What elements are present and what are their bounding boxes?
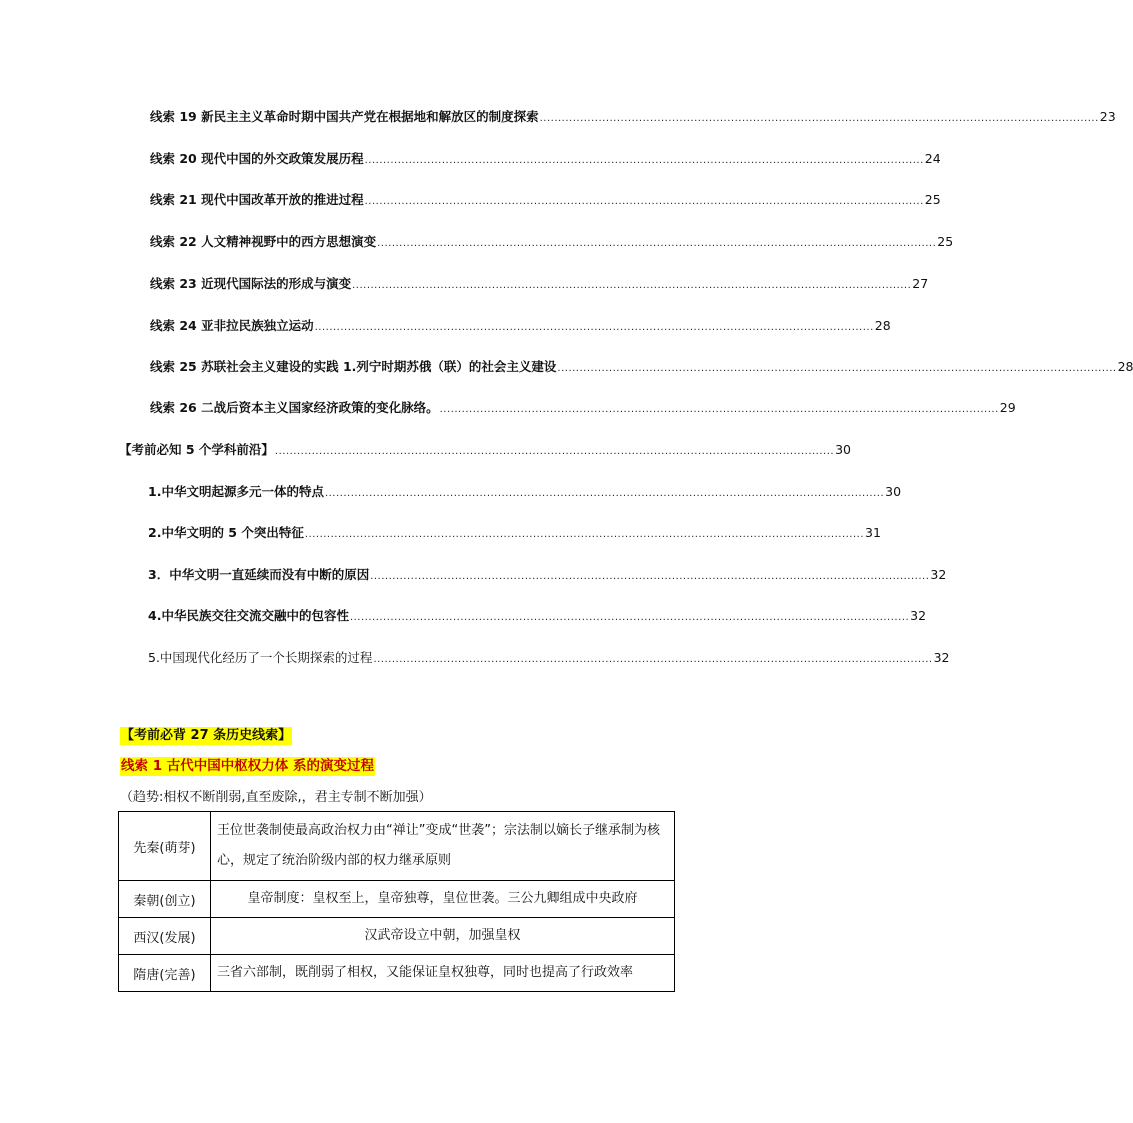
toc-page-number: 32	[933, 650, 950, 665]
toc-entry-label: 1.中华文明起源多元一体的特点	[148, 484, 324, 499]
toc-entry-label: 线索 20 现代中国的外交政策发展历程	[150, 151, 364, 166]
toc-page-number: 31	[865, 525, 881, 540]
toc-page-number: 24	[924, 151, 941, 166]
period-cell: 西汉(发展)	[119, 918, 211, 955]
toc-leader-dots: ........................................................................................................................................................	[373, 654, 933, 665]
toc-entry-frontier-2[interactable]	[148, 523, 881, 543]
toc-leader-dots: ........................................................................................................................................................	[324, 488, 885, 499]
toc-leader-dots: ........................................................................................................................................................	[439, 404, 999, 415]
toc-entry-frontier-3[interactable]	[148, 565, 947, 585]
toc-entry-24[interactable]	[150, 316, 891, 336]
toc-entry-frontier-1[interactable]	[148, 482, 902, 502]
toc-entry-23[interactable]	[150, 274, 929, 294]
table-row	[119, 955, 675, 992]
toc-leader-dots: ........................................................................................................................................................	[304, 529, 865, 540]
toc-entry-label: 5.中国现代化经历了一个长期探索的过程	[148, 650, 373, 665]
content-cell: 汉武帝设立中朝，加强皇权	[211, 918, 675, 955]
toc-leader-dots: ........................................................................................................................................................	[370, 571, 930, 582]
table-row	[119, 812, 675, 881]
toc-leader-dots: ........................................................................................................................................................	[377, 238, 937, 249]
toc-entry-26[interactable]	[150, 398, 1016, 418]
toc-entry-25[interactable]	[150, 357, 1133, 377]
toc-entry-22[interactable]	[150, 232, 954, 252]
toc-entry-label: 【考前必知 5 个学科前沿】	[119, 442, 274, 457]
trend-note: （趋势:相权不断削弱,直至废除,，君主专制不断加强）	[120, 790, 432, 805]
table-row	[119, 881, 675, 918]
toc-page-number: 29	[999, 400, 1016, 415]
toc-leader-dots: ........................................................................................................................................................	[349, 612, 910, 623]
toc-page-number: 30	[835, 442, 851, 457]
toc-entry-frontier-4[interactable]	[148, 606, 927, 626]
toc-page-number: 25	[937, 234, 954, 249]
toc-leader-dots: ........................................................................................................................................................	[364, 155, 924, 166]
section-heading: 【考前必背 27 条历史线索】	[121, 728, 292, 743]
toc-leader-dots: ........................................................................................................................................................	[352, 280, 912, 291]
toc-entry-20[interactable]	[150, 149, 941, 169]
toc-leader-dots: ........................................................................................................................................................	[364, 196, 924, 207]
toc-entry-label: 线索 24 亚非拉民族独立运动	[150, 318, 314, 333]
toc-page-number: 32	[930, 567, 947, 582]
toc-leader-dots: ........................................................................................................................................................	[539, 113, 1099, 124]
toc-entry-label: 线索 22 人文精神视野中的西方思想演变	[150, 234, 377, 249]
toc-page-number: 32	[910, 608, 927, 623]
toc-page-number: 25	[924, 192, 941, 207]
toc-entry-label: 线索 25 苏联社会主义建设的实践 1.列宁时期苏俄（联）的社会主义建设	[150, 359, 557, 374]
power-system-table	[118, 811, 675, 992]
toc-entry-frontiers[interactable]	[119, 440, 851, 460]
toc-entry-label: 3．中华文明一直延续而没有中断的原因	[148, 567, 370, 582]
toc-page-number: 27	[912, 276, 929, 291]
period-cell: 秦朝(创立)	[119, 881, 211, 918]
toc-leader-dots: ........................................................................................................................................................	[557, 363, 1117, 374]
toc-leader-dots: ........................................................................................................................................................	[314, 322, 874, 333]
toc-entry-frontier-5[interactable]	[148, 648, 950, 668]
toc-entry-21[interactable]	[150, 190, 941, 210]
toc-page-number: 28	[1117, 359, 1133, 374]
period-cell: 隋唐(完善)	[119, 955, 211, 992]
toc-page-number: 30	[885, 484, 902, 499]
toc-entry-label: 2.中华文明的 5 个突出特征	[148, 525, 304, 540]
toc-entry-label: 线索 26 二战后资本主义国家经济政策的变化脉络。	[150, 400, 439, 415]
table-row	[119, 918, 675, 955]
toc-leader-dots: ........................................................................................................................................................	[274, 446, 835, 457]
toc-entry-label: 线索 21 现代中国改革开放的推进过程	[150, 192, 364, 207]
content-cell: 王位世袭制使最高政治权力由“禅让”变成“世袭”；宗法制以嫡长子继承制为核心，规定了统治阶级内部的权力继承原则	[211, 812, 675, 881]
toc-entry-label: 4.中华民族交往交流交融中的包容性	[148, 608, 349, 623]
toc-page-number: 28	[874, 318, 891, 333]
content-cell: 皇帝制度：皇权至上，皇帝独尊，皇位世袭。三公九卿组成中央政府	[211, 881, 675, 918]
period-cell: 先秦(萌芽)	[119, 812, 211, 881]
clue-heading: 线索 1 古代中国中枢权力体 系的演变过程	[121, 758, 374, 774]
toc-entry-label: 线索 19 新民主主义革命时期中国共产党在根据地和解放区的制度探索	[150, 109, 539, 124]
toc-entry-label: 线索 23 近现代国际法的形成与演变	[150, 276, 352, 291]
content-cell: 三省六部制，既削弱了相权，又能保证皇权独尊，同时也提高了行政效率	[211, 955, 675, 992]
toc-page-number: 23	[1099, 109, 1116, 124]
toc-entry-19[interactable]	[150, 107, 1116, 127]
